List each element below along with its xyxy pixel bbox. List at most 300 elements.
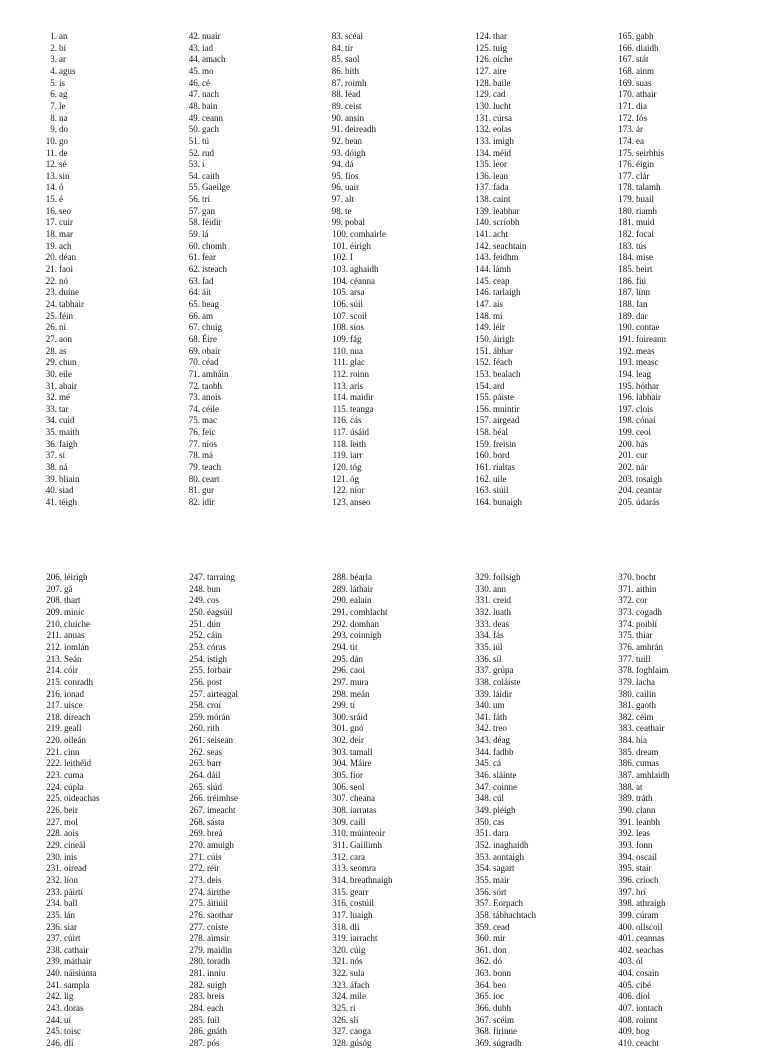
- entry-word: cúirt: [64, 933, 81, 944]
- word-entry: [188, 584, 221, 596]
- entry-word: baile: [493, 77, 511, 88]
- entry-number: 284.: [189, 1003, 205, 1014]
- entry-number: 276.: [189, 909, 205, 920]
- word-entry: [617, 182, 661, 194]
- entry-word: amhlaidh: [636, 770, 670, 781]
- entry-word: meas: [636, 345, 655, 356]
- entry-number: 225.: [46, 793, 62, 804]
- word-entry: [331, 584, 373, 596]
- entry-word: tús: [636, 240, 647, 251]
- entry-word: cúpla: [64, 781, 84, 792]
- word-entry: [617, 1038, 659, 1050]
- entry-word: seomra: [350, 863, 376, 874]
- entry-word: fáth: [493, 711, 507, 722]
- word-entry: [45, 887, 83, 899]
- word-entry: [474, 346, 513, 358]
- entry-number: 233.: [46, 886, 62, 897]
- word-entry: [188, 817, 225, 829]
- entry-number: 343.: [475, 735, 491, 746]
- word-entry: [331, 485, 365, 497]
- word-entry: [45, 747, 80, 759]
- entry-number: 58.: [188, 217, 200, 228]
- word-entry: [331, 217, 365, 229]
- word-entry: [331, 346, 363, 358]
- entry-word: roimh: [345, 77, 367, 88]
- word-entry: [331, 863, 376, 875]
- entry-number: 152.: [475, 357, 491, 368]
- entry-word: lacha: [636, 676, 655, 687]
- entry-word: comhairle: [350, 229, 386, 240]
- entry-word: bun: [207, 583, 221, 594]
- entry-number: 15.: [45, 194, 57, 205]
- word-entry: [45, 933, 81, 945]
- word-entry: [45, 630, 85, 642]
- word-entry: [617, 474, 662, 486]
- word-entry: [474, 31, 507, 43]
- entry-number: 285.: [189, 1014, 205, 1025]
- entry-word: each: [207, 1003, 224, 1014]
- word-entry: [331, 700, 355, 712]
- entry-word: deireadh: [345, 124, 376, 135]
- entry-word: béarla: [350, 572, 372, 582]
- entry-number: 55.: [188, 182, 200, 193]
- entry-word: saothar: [207, 909, 233, 920]
- word-entry: [331, 980, 369, 992]
- entry-number: 138.: [475, 194, 491, 205]
- entry-number: 51.: [188, 135, 200, 146]
- entry-word: saol: [345, 54, 360, 65]
- entry-word: caith: [202, 170, 220, 181]
- word-entry: [45, 287, 79, 299]
- word-entry: [331, 1038, 372, 1050]
- word-entry: [617, 875, 659, 887]
- word-entry: [617, 148, 664, 160]
- entry-number: 356.: [475, 886, 491, 897]
- entry-number: 121.: [332, 473, 348, 484]
- word-entry: [188, 770, 221, 782]
- entry-number: 358.: [475, 909, 491, 920]
- word-entry: [617, 217, 655, 229]
- entry-word: deir: [350, 735, 364, 746]
- word-entry: [331, 805, 376, 817]
- entry-number: 17.: [45, 217, 57, 228]
- entry-word: bóthar: [636, 380, 659, 391]
- word-entry: [331, 148, 366, 160]
- entry-word: at: [636, 781, 643, 792]
- word-entry: [474, 607, 511, 619]
- entry-number: 307.: [332, 793, 348, 804]
- entry-number: 107.: [332, 310, 348, 321]
- word-entry: [617, 1003, 663, 1015]
- entry-number: 328.: [332, 1038, 348, 1048]
- entry-word: aon: [59, 333, 72, 344]
- word-entry: [617, 381, 659, 393]
- entry-number: 137.: [475, 182, 491, 193]
- word-entry: [474, 677, 521, 689]
- entry-word: seo: [59, 205, 71, 216]
- entry-word: íoc: [493, 991, 504, 1002]
- entry-word: ceist: [345, 100, 362, 111]
- entry-number: 267.: [189, 805, 205, 815]
- entry-number: 83.: [331, 31, 343, 41]
- word-entry: [188, 124, 219, 136]
- word-entry: [474, 136, 514, 148]
- entry-word: thiar: [636, 630, 653, 641]
- word-entry: [45, 712, 90, 724]
- entry-word: leithéid: [64, 758, 91, 769]
- word-entry: [331, 334, 362, 346]
- entry-word: airteagal: [207, 688, 238, 699]
- word-entry: [617, 369, 651, 381]
- entry-number: 34.: [45, 415, 57, 426]
- word-entry: [188, 665, 232, 677]
- entry-word: istigh: [207, 653, 228, 664]
- entry-number: 61.: [188, 252, 200, 263]
- entry-word: croí: [207, 700, 221, 711]
- word-entry: [474, 113, 512, 125]
- word-entry: [45, 497, 77, 509]
- entry-word: tarlaigh: [493, 287, 521, 298]
- entry-word: idir: [202, 497, 215, 507]
- word-entry: [617, 89, 657, 101]
- word-entry: [188, 450, 213, 462]
- entry-number: 268.: [189, 816, 205, 827]
- entry-number: 362.: [475, 956, 491, 967]
- word-entry: [474, 747, 514, 759]
- entry-number: 256.: [189, 676, 205, 687]
- entry-word: do: [59, 124, 68, 135]
- word-entry: [331, 194, 354, 206]
- entry-word: coinnigh: [350, 630, 382, 641]
- entry-word: muintir: [493, 403, 520, 414]
- word-entry: [331, 66, 359, 78]
- entry-number: 263.: [189, 758, 205, 769]
- word-entry: [45, 66, 76, 78]
- word-entry: [474, 194, 511, 206]
- entry-word: conradh: [64, 676, 93, 687]
- word-entry: [45, 793, 99, 805]
- entry-number: 247.: [189, 572, 205, 582]
- word-entry: [45, 264, 73, 276]
- word-entry: [45, 54, 66, 66]
- entry-word: iarratas: [350, 805, 377, 815]
- entry-number: 26.: [45, 322, 57, 333]
- entry-word: breis: [207, 991, 225, 1002]
- entry-word: cuid: [59, 415, 75, 426]
- word-entry: [474, 392, 514, 404]
- word-entry: [474, 770, 517, 782]
- entry-number: 346.: [475, 770, 491, 781]
- entry-number: 389.: [618, 793, 634, 804]
- word-entry: [45, 124, 68, 136]
- entry-number: 238.: [46, 944, 62, 955]
- entry-number: 229.: [46, 839, 62, 850]
- entry-word: barr: [207, 758, 222, 769]
- word-entry: [188, 241, 227, 253]
- entry-word: sula: [350, 968, 365, 979]
- entry-number: 135.: [475, 159, 491, 170]
- word-entry: [331, 136, 362, 148]
- entry-word: bíth: [345, 65, 360, 76]
- entry-number: 147.: [475, 298, 491, 309]
- entry-number: 177.: [618, 170, 634, 181]
- entry-number: 66.: [188, 310, 200, 321]
- entry-word: líon: [64, 874, 79, 885]
- entry-word: áit: [202, 287, 211, 298]
- entry-word: súgradh: [493, 1038, 522, 1048]
- entry-number: 404.: [618, 968, 634, 979]
- word-entry: [331, 101, 362, 113]
- word-entry: [331, 793, 375, 805]
- word-entry: [188, 933, 230, 945]
- word-entry: [617, 392, 661, 404]
- word-entry: [45, 619, 90, 631]
- word-entry: [188, 287, 211, 299]
- word-entry: [474, 276, 509, 288]
- word-entry: [474, 654, 502, 666]
- entry-number: 203.: [618, 473, 634, 484]
- entry-word: bord: [493, 450, 510, 461]
- entry-word: féidir: [202, 217, 222, 228]
- word-entry: [331, 462, 362, 474]
- entry-word: pós: [207, 1038, 220, 1048]
- entry-word: siad: [59, 485, 74, 496]
- entry-number: 100.: [332, 229, 348, 240]
- entry-word: ealaín: [350, 595, 372, 606]
- word-entry: [474, 43, 507, 55]
- entry-number: 23.: [45, 287, 57, 298]
- word-entry: [474, 159, 507, 171]
- entry-number: 355.: [475, 874, 491, 885]
- entry-number: 62.: [188, 264, 200, 274]
- entry-word: minic: [64, 606, 85, 617]
- word-entry: [188, 980, 227, 992]
- word-entry: [331, 782, 365, 794]
- entry-number: 264.: [189, 770, 205, 781]
- entry-number: 4.: [50, 65, 57, 76]
- word-entry: [331, 171, 359, 183]
- entry-word: iúl: [493, 641, 503, 652]
- entry-word: féad: [345, 89, 361, 100]
- entry-number: 184.: [618, 252, 634, 263]
- entry-number: 76.: [188, 427, 200, 438]
- word-entry: [188, 689, 238, 701]
- entry-word: thart: [64, 595, 81, 606]
- word-entry: [617, 991, 650, 1003]
- word-entry: [188, 462, 221, 474]
- entry-number: 136.: [475, 170, 491, 181]
- word-entry: [45, 311, 73, 323]
- entry-number: 334.: [475, 630, 491, 641]
- word-entry: [45, 381, 77, 393]
- entry-word: dún: [207, 618, 221, 629]
- entry-number: 341.: [475, 711, 491, 722]
- entry-number: 301.: [332, 723, 348, 734]
- entry-number: 198.: [618, 415, 634, 426]
- entry-number: 14.: [45, 182, 57, 193]
- entry-number: 132.: [475, 124, 491, 135]
- word-entry: [474, 415, 519, 427]
- entry-number: 72.: [188, 380, 200, 391]
- entry-word: seachtain: [493, 240, 527, 251]
- entry-word: áfach: [350, 979, 370, 990]
- word-entry: [188, 136, 209, 148]
- entry-word: déag: [493, 735, 510, 746]
- word-entry: [474, 945, 507, 957]
- entry-number: 302.: [332, 735, 348, 746]
- word-entry: [188, 346, 221, 358]
- entry-word: mórán: [207, 711, 230, 722]
- entry-number: 231.: [46, 863, 62, 874]
- entry-word: cé: [202, 77, 210, 88]
- entry-number: 199.: [618, 427, 634, 438]
- entry-word: aghaidh: [350, 264, 379, 274]
- word-entry: [474, 322, 505, 334]
- entry-word: mí: [493, 310, 503, 321]
- entry-number: 158.: [475, 427, 491, 438]
- entry-number: 189.: [618, 310, 634, 321]
- word-entry: [617, 735, 647, 747]
- entry-number: 183.: [618, 240, 634, 251]
- entry-word: amhrán: [636, 641, 663, 652]
- entry-word: I: [350, 252, 353, 263]
- word-entry: [188, 945, 232, 957]
- entry-word: rí: [350, 1003, 356, 1014]
- word-entry: [188, 217, 222, 229]
- entry-number: 101.: [332, 240, 348, 251]
- word-entry: [45, 392, 70, 404]
- word-entry: [331, 630, 382, 642]
- entry-number: 196.: [618, 392, 634, 403]
- entry-number: 104.: [332, 275, 348, 286]
- entry-number: 168.: [618, 65, 634, 76]
- word-entry: [188, 113, 223, 125]
- entry-number: 384.: [618, 735, 634, 746]
- word-entry: [45, 770, 84, 782]
- entry-number: 186.: [618, 275, 634, 286]
- entry-word: sláinte: [493, 770, 517, 781]
- entry-number: 123.: [332, 497, 348, 507]
- word-entry: [45, 607, 85, 619]
- entry-word: mar: [59, 229, 73, 240]
- entry-word: éirigh: [350, 240, 371, 251]
- entry-word: fadhb: [493, 746, 514, 757]
- word-entry: [45, 415, 75, 427]
- entry-number: 228.: [46, 828, 62, 839]
- entry-word: poiblí: [636, 618, 658, 629]
- entry-number: 94.: [331, 159, 343, 170]
- entry-number: 161.: [475, 462, 491, 473]
- entry-number: 351.: [475, 828, 491, 839]
- word-entry: [188, 101, 218, 113]
- word-entry: [45, 194, 63, 206]
- entry-number: 185.: [618, 264, 634, 274]
- entry-word: athraigh: [636, 898, 666, 909]
- word-entry: [45, 369, 72, 381]
- entry-word: clois: [636, 403, 653, 414]
- entry-number: 397.: [618, 886, 634, 897]
- word-entry: [331, 898, 374, 910]
- entry-number: 86.: [331, 65, 343, 76]
- word-entry: [45, 642, 89, 654]
- word-entry: [474, 700, 505, 712]
- entry-word: dó: [493, 956, 502, 967]
- word-entry: [474, 299, 503, 311]
- entry-word: suigh: [207, 979, 227, 990]
- word-entry: [45, 113, 68, 125]
- word-entry: [617, 194, 654, 206]
- entry-word: chuig: [202, 322, 222, 333]
- word-entry: [331, 43, 353, 55]
- word-entry: [45, 595, 81, 607]
- entry-number: 214.: [46, 665, 62, 676]
- entry-number: 357.: [475, 898, 491, 909]
- entry-number: 373.: [618, 606, 634, 617]
- entry-word: bia: [636, 735, 647, 746]
- entry-word: arsa: [350, 287, 365, 298]
- word-entry: [617, 299, 648, 311]
- entry-number: 331.: [475, 595, 491, 606]
- word-entry: [617, 723, 664, 735]
- entry-word: cúrsa: [493, 112, 512, 123]
- entry-number: 237.: [46, 933, 62, 944]
- entry-word: cineál: [64, 839, 86, 850]
- entry-word: pobal: [345, 217, 365, 228]
- word-entry: [474, 1038, 522, 1050]
- entry-number: 289.: [332, 583, 348, 594]
- entry-number: 246.: [46, 1038, 62, 1048]
- entry-word: uí: [64, 1014, 72, 1025]
- entry-number: 251.: [189, 618, 205, 629]
- word-entry: [474, 910, 536, 922]
- entry-word: déan: [59, 252, 76, 263]
- entry-number: 339.: [475, 688, 491, 699]
- entry-number: 46.: [188, 77, 200, 88]
- entry-number: 71.: [188, 368, 200, 379]
- word-entry: [188, 735, 233, 747]
- entry-number: 172.: [618, 112, 634, 123]
- entry-number: 388.: [618, 781, 634, 792]
- entry-number: 385.: [618, 746, 634, 757]
- entry-number: 187.: [618, 287, 634, 298]
- word-entry: [331, 572, 372, 584]
- word-entry: [45, 723, 82, 735]
- word-entry: [188, 793, 238, 805]
- word-entry: [617, 43, 659, 55]
- entry-number: 175.: [618, 147, 634, 158]
- word-entry: [474, 980, 506, 992]
- word-entry: [45, 689, 84, 701]
- word-entry: [45, 159, 67, 171]
- word-entry: [617, 840, 653, 852]
- entry-number: 191.: [618, 333, 634, 344]
- entry-number: 208.: [46, 595, 62, 606]
- entry-number: 7.: [50, 100, 57, 111]
- entry-number: 192.: [618, 345, 634, 356]
- entry-word: fás: [493, 630, 504, 641]
- entry-number: 330.: [475, 583, 491, 594]
- entry-number: 143.: [475, 252, 491, 263]
- entry-word: siúil: [493, 485, 509, 496]
- entry-number: 105.: [332, 287, 348, 298]
- entry-word: pléigh: [493, 805, 516, 815]
- word-entry: [474, 572, 521, 584]
- word-entry: [188, 968, 226, 980]
- entry-word: mol: [64, 816, 79, 827]
- entry-number: 370.: [618, 572, 634, 582]
- entry-word: iarracht: [350, 933, 378, 944]
- word-entry: [331, 922, 360, 934]
